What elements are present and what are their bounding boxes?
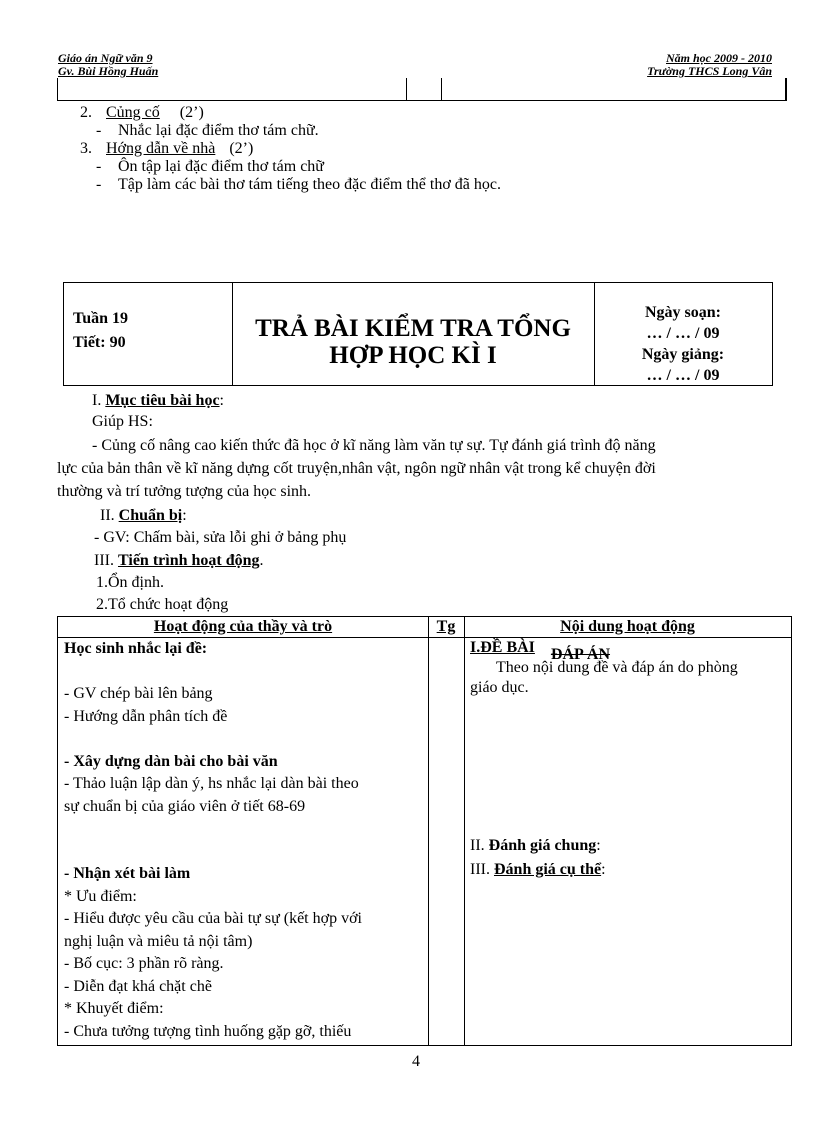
teach-date-value: … / … / 09 bbox=[646, 367, 720, 384]
header-teacher: Gv. Bùi Hồng Huấn bbox=[58, 64, 159, 78]
table-line: - Thảo luận lập dàn ý, hs nhắc lại dàn bài theo bbox=[64, 775, 359, 792]
activity-table bbox=[57, 616, 792, 1046]
content-column bbox=[470, 638, 738, 698]
homework-item: - Ôn tập lại đặc điểm thơ tám chữ bbox=[96, 158, 324, 175]
page-number: 4 bbox=[412, 1053, 420, 1070]
specific-assessment: III. Đánh giá cụ thể: bbox=[470, 861, 606, 878]
week-period bbox=[73, 307, 128, 355]
prep-date-value: … / … / 09 bbox=[646, 325, 720, 342]
consolidation-heading: 2. Củng cố (2’) bbox=[80, 104, 204, 121]
consolidation-item: - Nhắc lại đặc điểm thơ tám chữ. bbox=[96, 122, 319, 139]
homework-label: Hớng dẫn về nhà bbox=[106, 140, 216, 157]
table-line: - Hướng dẫn phân tích đề bbox=[64, 707, 228, 725]
table-line: - Xây dựng dàn bài cho bài văn bbox=[64, 752, 278, 770]
preparation-heading: II. Chuẩn bị: bbox=[100, 507, 187, 524]
process-heading: III. Tiến trình hoạt động. bbox=[94, 552, 264, 569]
strip-divider bbox=[406, 78, 407, 100]
consolidation-label: Củng cố bbox=[106, 104, 160, 121]
week-label: Tuần 19 bbox=[73, 310, 128, 327]
homework-heading: 3. Hớng dẫn về nhà (2’) bbox=[80, 140, 254, 157]
table-line: - Bố cục: 3 phần rõ ràng. bbox=[64, 955, 224, 972]
table-line: sự chuẩn bị của giáo viên ở tiết 68-69 bbox=[64, 797, 306, 815]
homework-item: - Tập làm các bài thơ tám tiếng theo đặc điểm thể thơ đã học. bbox=[96, 176, 502, 193]
table-line: * Ưu điểm: bbox=[64, 887, 137, 905]
objectives-heading: I. Mục tiêu bài học: bbox=[92, 392, 224, 409]
process-step: 1.Ổn định. bbox=[96, 574, 164, 591]
objectives-intro: Giúp HS: bbox=[92, 413, 153, 430]
process-step: 2.Tổ chức hoạt động bbox=[96, 596, 229, 613]
table-line: * Khuyết điểm: bbox=[64, 1000, 164, 1017]
column-header-time: Tg bbox=[436, 618, 456, 635]
header-school-year: Năm học 2009 - 2010 bbox=[666, 51, 772, 65]
general-assessment: II. Đánh giá chung: bbox=[470, 837, 601, 854]
header-school: Trường THCS Long Vân bbox=[647, 64, 772, 78]
table-divider bbox=[464, 617, 465, 1045]
teacher-student-column bbox=[64, 638, 362, 1043]
preparation-item: - GV: Chấm bài, sửa lỗi ghi ở bảng phụ bbox=[94, 529, 347, 546]
header-subject: Giáo án Ngữ văn 9 bbox=[58, 51, 153, 65]
table-line: Học sinh nhắc lại đề: bbox=[64, 640, 208, 657]
teach-date-label: Ngày giảng: bbox=[641, 346, 725, 363]
table-line: - Nhận xét bài làm bbox=[64, 865, 191, 882]
strip-divider bbox=[785, 78, 786, 100]
table-line: nghị luận và miêu tả nội tâm) bbox=[64, 932, 253, 950]
period-label: Tiết: 90 bbox=[73, 334, 126, 351]
lesson-header-box bbox=[63, 282, 773, 386]
previous-table-strip bbox=[57, 78, 787, 101]
column-header-content: Nội dung hoạt động bbox=[560, 618, 695, 635]
header-left bbox=[58, 52, 158, 78]
column-header-teacher-student: Hoạt động của thầy và trò bbox=[153, 618, 333, 635]
prep-date-label: Ngày soạn: bbox=[644, 304, 721, 321]
answer-heading: ĐÁP ÁN bbox=[550, 646, 611, 663]
table-line: - Chưa tưởng tượng tình huống gặp gỡ, thiếu bbox=[64, 1022, 352, 1040]
table-line: - Diễn đạt khá chặt chẽ bbox=[64, 977, 212, 995]
exam-heading: I.ĐỀ BÀI ĐÁP ÁN bbox=[470, 639, 611, 663]
table-line: - GV chép bài lên bảng bbox=[64, 685, 213, 702]
header-right bbox=[647, 52, 772, 78]
exam-note: giáo dục. bbox=[470, 679, 529, 696]
exam-note: Theo nội dung đề và đáp án do phòng bbox=[496, 659, 738, 676]
table-line: - Hiểu được yêu cầu của bài tự sự (kết hợp với bbox=[64, 910, 362, 927]
lesson-dates bbox=[594, 302, 772, 386]
table-divider bbox=[428, 617, 429, 1045]
strip-divider bbox=[441, 78, 442, 100]
lesson-title: TRẢ BÀI KIỂM TRA TỔNG HỢP HỌC KÌ I bbox=[255, 315, 571, 369]
objectives-paragraph: - Củng cố nâng cao kiến thức đã học ở kĩ năng làm văn tự sự. Tự đánh giá trình độ năng lực của bản thân về kĩ năng dựng cốt truyện,nhân vật, ngôn ngữ nhân vật trong kể chuyện đời thường và trí tưởng tượng của học sinh. bbox=[57, 437, 656, 500]
